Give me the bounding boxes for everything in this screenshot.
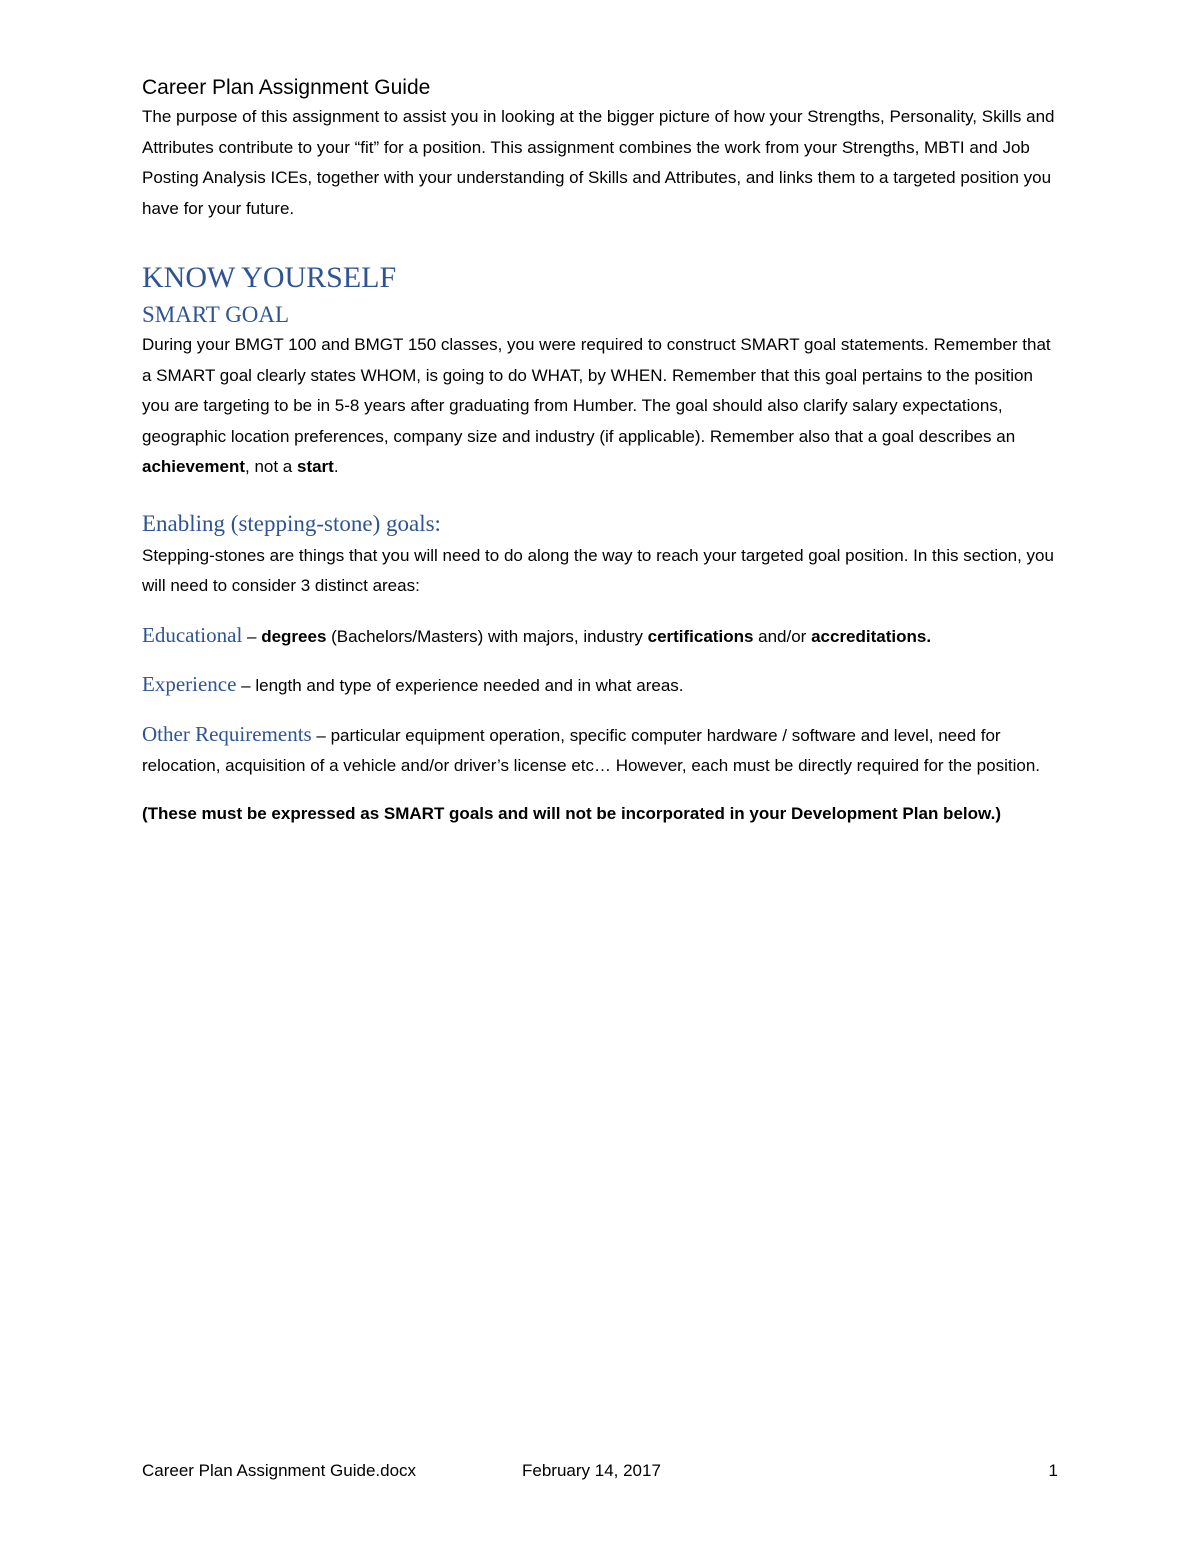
footer-page-number: 1 <box>1048 1461 1058 1480</box>
footer-date: February 14, 2017 <box>522 1461 661 1480</box>
intro-paragraph: The purpose of this assignment to assist you in looking at the bigger picture of how your Strengths, Personality, Skills and Attributes contribute to your “fit” for a position. This assignment combines the work from your Strengths, MBTI and Job Posting Analysis ICEs, together with your understanding of Skills and Attributes, and links them to a targeted position you have for your future. <box>142 107 1055 218</box>
enabling-goals-intro: Stepping-stones are things that you will need to do along the way to reach your targeted goal position. In this section, you will need to consider 3 distinct areas: <box>142 545 1054 595</box>
experience-paragraph <box>142 669 1060 702</box>
document-title: Career Plan Assignment Guide <box>142 76 431 99</box>
smart-goals-note: (These must be expressed as SMART goals and will not be incorporated in your Development Plan below.) <box>142 803 1001 823</box>
educational-text-1: (Bachelors/Masters) with majors, industry <box>326 626 648 646</box>
enabling-goals-heading: Enabling (stepping-stone) goals: <box>142 510 441 536</box>
smart-goal-text-2: , not a <box>245 457 297 476</box>
certifications-bold: certifications <box>647 626 754 646</box>
educational-label: Educational <box>142 622 243 647</box>
page-footer <box>142 1458 1058 1484</box>
smart-goal-paragraph <box>142 330 1060 483</box>
smart-goal-heading: SMART GOAL <box>142 302 290 327</box>
start-bold: start <box>296 457 334 476</box>
know-yourself-heading: KNOW YOURSELF <box>142 261 397 294</box>
footer-filename: Career Plan Assignment Guide.docx <box>142 1461 417 1480</box>
degrees-bold: degrees <box>261 626 327 646</box>
other-requirements-text: – particular equipment operation, specific computer hardware / software and level, need for relocation, acquisition of a vehicle and/or driver’s license etc… However, each must be directly required for the position. <box>142 725 1040 775</box>
experience-text: – length and type of experience needed and in what areas. <box>236 676 684 695</box>
achievement-bold: achievement <box>142 457 245 476</box>
smart-goal-text-3: . <box>333 457 339 476</box>
other-requirements-label: Other Requirements <box>142 721 312 746</box>
smart-goal-text-1: During your BMGT 100 and BMGT 150 classes, you were required to construct SMART goal statements. Remember that a SMART goal clearly states WHOM, is going to do WHAT, by WHEN. Remember that this goal pertains to the position you are targeting to be in 5-8 years after graduating from Humber. The goal should also clarify salary expectations, geographic location preferences, company size and industry (if applicable). Remember also that a goal describes an <box>142 335 1051 446</box>
page-body <box>142 74 1060 829</box>
educational-text-2: and/or <box>753 626 812 646</box>
other-requirements-paragraph <box>142 719 1060 782</box>
educational-dash: – <box>242 626 262 646</box>
educational-paragraph <box>142 620 1060 653</box>
experience-label: Experience <box>142 672 237 696</box>
accreditations-bold: accreditations. <box>811 626 932 646</box>
